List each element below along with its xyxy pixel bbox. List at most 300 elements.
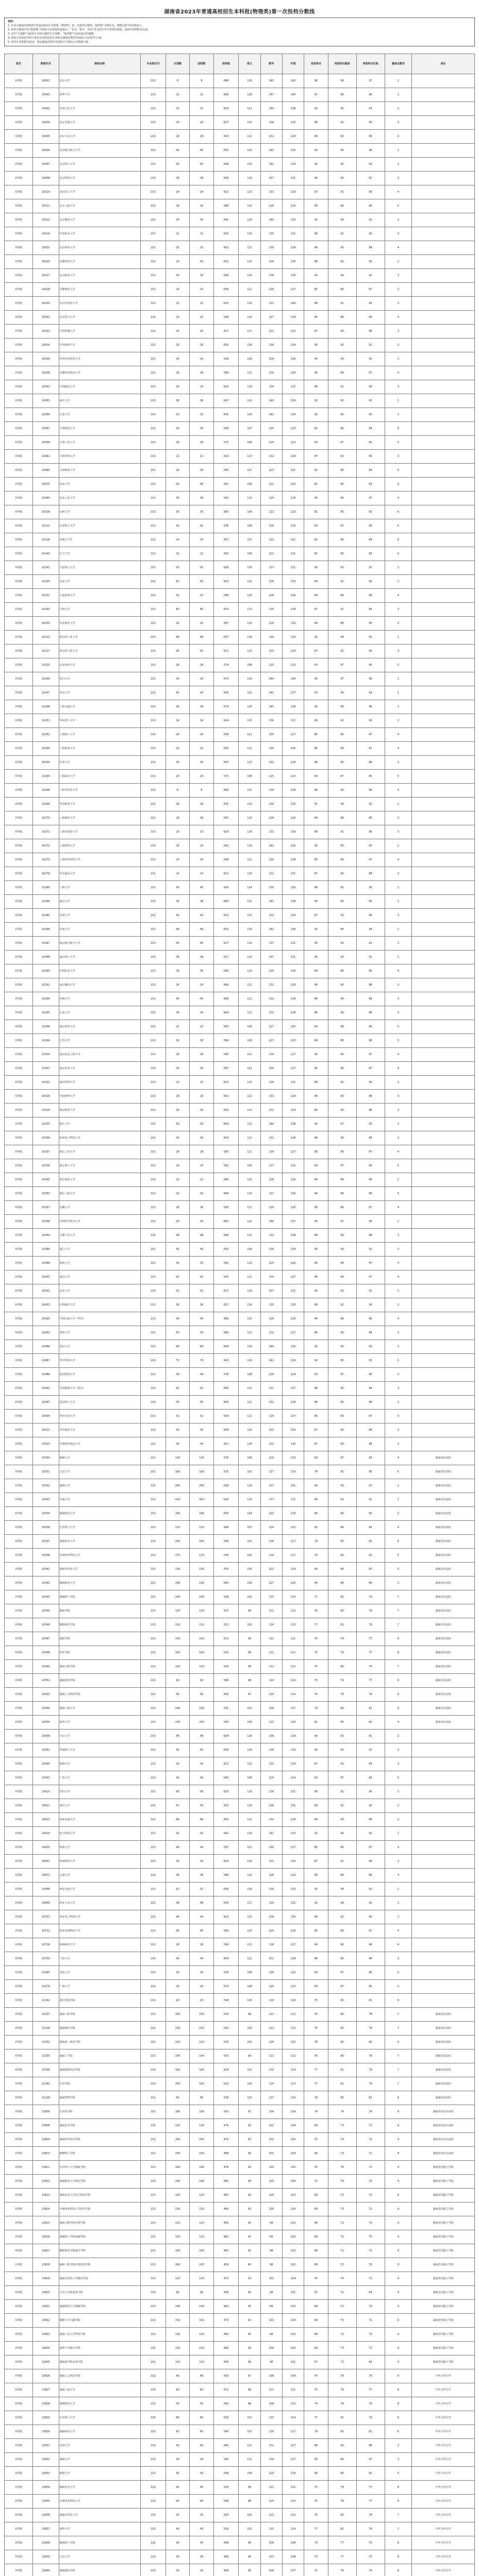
table-cell: 湖南省内高校 (412, 1702, 475, 1716)
table-cell: 90 (328, 1006, 356, 1020)
table-cell: 93 (304, 923, 328, 937)
table-cell: 81 (356, 1994, 385, 2008)
table-cell: 644 (213, 1340, 239, 1354)
table-cell: 4 (385, 1869, 412, 1883)
table-cell (412, 478, 475, 492)
table-cell: 101 (141, 1952, 166, 1966)
table-cell: 5 (385, 519, 412, 533)
table-cell: 101 (141, 1493, 166, 1507)
table-cell: 92 (328, 1910, 356, 1924)
table-cell: 660 (213, 895, 239, 909)
table-cell: 10459 (32, 1326, 59, 1340)
table-cell: 辽宁大学 (59, 547, 141, 561)
table-cell: 101 (141, 2008, 166, 2022)
table-cell: 10 (190, 255, 213, 269)
table-cell: 101 (141, 2328, 166, 2342)
table-cell: 118 (239, 338, 260, 352)
table-cell: 625 (213, 227, 239, 241)
table-row (5, 2119, 475, 2133)
table-cell: 28 (166, 798, 189, 811)
table-cell: 10699 (32, 1896, 59, 1910)
table-cell: 79 (304, 1994, 328, 2008)
table-cell: 110 (260, 1688, 282, 1702)
table-cell: 118 (239, 1883, 260, 1896)
table-cell: 112 (239, 366, 260, 380)
table-cell: 102 (282, 2244, 304, 2258)
table-cell: 118 (282, 1994, 304, 2008)
table-cell: 中国人民大学 (59, 102, 141, 116)
table-cell: 131 (260, 1382, 282, 1396)
table-row (5, 533, 475, 547)
table-cell: 77 (356, 2383, 385, 2397)
table-cell (412, 631, 475, 645)
table-cell: 129 (282, 1757, 304, 1771)
table-cell: 湖南省内独立学院 (412, 2161, 475, 2175)
table-cell: 107 (260, 2550, 282, 2564)
table-cell: 150 (166, 2133, 189, 2147)
table-cell: 12 (190, 450, 213, 464)
table-row (5, 1020, 475, 1034)
table-cell: 本科批 (5, 130, 33, 144)
table-cell: 627 (213, 116, 239, 130)
table-cell (412, 867, 475, 881)
table-cell: 480 (213, 2175, 239, 2189)
table-cell: 123 (282, 436, 304, 450)
table-cell: 130 (166, 1632, 189, 1646)
table-cell: 本科批 (5, 1354, 33, 1368)
table-cell: 81 (304, 505, 328, 519)
table-cell: 10 (166, 825, 189, 839)
table-cell: 94 (328, 269, 356, 283)
table-row (5, 1187, 475, 1201)
table-cell: 92 (304, 102, 328, 116)
table-cell: 40 (166, 2495, 189, 2509)
table-cell: 627 (213, 951, 239, 964)
table-cell: 136 (260, 1910, 282, 1924)
table-cell: 88 (304, 881, 328, 895)
table-cell: 113 (239, 185, 260, 199)
table-cell: 36 (190, 1201, 213, 1215)
table-cell: 459 (213, 2258, 239, 2272)
table-cell: 74 (328, 2161, 356, 2175)
table-cell: 87 (356, 2453, 385, 2467)
table-cell: 93 (356, 394, 385, 408)
table-cell: 上海大学 (59, 881, 141, 895)
table-cell: 118 (282, 1507, 304, 1521)
table-cell: 77 (356, 1646, 385, 1660)
table-cell: 101 (141, 2355, 166, 2369)
table-cell: 2 (385, 1785, 412, 1799)
table-cell: 本科批 (5, 825, 33, 839)
table-cell: 9 (385, 2355, 412, 2369)
table-cell: 83 (304, 1771, 328, 1785)
table-cell: 101 (141, 1215, 166, 1229)
table-cell: 12658 (32, 2105, 59, 2119)
table-cell: 85 (328, 478, 356, 492)
table-cell: 108 (239, 1771, 260, 1785)
table-cell: 87 (304, 325, 328, 338)
table-cell: 82 (304, 1521, 328, 1535)
table-cell: 湖南省内高校 (412, 1618, 475, 1632)
table-cell: 113 (239, 756, 260, 770)
table-cell: 安徽大学 (59, 1201, 141, 1215)
table-cell: 91 (304, 631, 328, 645)
table-cell: 本科批 (5, 1716, 33, 1730)
table-cell: 70 (304, 2161, 328, 2175)
table-cell: 98 (260, 2244, 282, 2258)
table-cell: 10126 (32, 533, 59, 547)
table-cell: 4 (385, 185, 412, 199)
table-cell: 74 (328, 2175, 356, 2189)
table-cell: 136 (260, 714, 282, 728)
table-cell: 本科批 (5, 1799, 33, 1813)
table-cell: 124 (260, 422, 282, 436)
table-cell: 湖南人文科技学院 (59, 1688, 141, 1702)
table-cell: 60 (190, 575, 213, 589)
table-cell: 西南财经大学 (59, 1855, 141, 1869)
table-cell: 南京航空航天大学 (59, 937, 141, 951)
table-cell: 22 (166, 547, 189, 561)
table-cell: 101 (141, 1090, 166, 1104)
table-cell: 99 (260, 2230, 282, 2244)
table-cell: 8 (385, 2383, 412, 2397)
table-cell: 68 (304, 2328, 328, 2342)
table-cell: 502 (213, 2105, 239, 2119)
table-cell: 82 (356, 2467, 385, 2481)
table-cell: 110 (190, 2355, 213, 2369)
table-cell: 112 (239, 2439, 260, 2453)
table-cell: 82 (328, 1465, 356, 1479)
table-cell (412, 1994, 475, 2008)
table-cell: 101 (141, 1006, 166, 1020)
table-cell: 101 (141, 283, 166, 297)
table-cell: 本科批 (5, 199, 33, 213)
table-cell: 81 (304, 547, 328, 561)
table-cell: 90 (356, 1785, 385, 1799)
table-cell: 98 (328, 74, 356, 88)
table-cell: 628 (213, 172, 239, 185)
table-cell: 36 (166, 1869, 189, 1883)
table-cell: 中外合作办学 (412, 2369, 475, 2383)
table-cell: 104 (282, 2147, 304, 2161)
table-cell: 本科批 (5, 2509, 33, 2522)
table-cell: 69 (356, 2355, 385, 2369)
table-cell: 180 (190, 1507, 213, 1521)
table-cell: 34 (166, 1437, 189, 1451)
table-cell: 111 (282, 1632, 304, 1646)
table-cell: 本科批 (5, 2369, 33, 2383)
table-row (5, 756, 475, 770)
table-cell: 10108 (32, 505, 59, 519)
table-cell: 13827 (32, 2383, 59, 2397)
table-cell: 100 (190, 2147, 213, 2161)
table-cell: 92 (356, 798, 385, 811)
table-cell: 106 (260, 2564, 282, 2576)
table-cell: 102 (141, 2397, 166, 2411)
table-cell (412, 1020, 475, 1034)
table-cell: 110 (239, 1924, 260, 1938)
table-cell: 113 (239, 909, 260, 923)
table-cell: 88 (328, 1577, 356, 1590)
table-cell: 83 (328, 1549, 356, 1563)
table-cell: 本科批 (5, 881, 33, 895)
table-row (5, 575, 475, 589)
table-cell: 1 (385, 1354, 412, 1368)
table-row (5, 2509, 475, 2522)
table-cell: 94 (356, 686, 385, 700)
table-cell: 125 (282, 1034, 304, 1048)
table-row (5, 1674, 475, 1688)
table-cell: 89 (356, 645, 385, 658)
table-cell: 东北大学 (59, 575, 141, 589)
table-cell: 4 (385, 1270, 412, 1284)
table-cell: 华东理工大学 (59, 714, 141, 728)
table-cell: 88 (304, 297, 328, 311)
table-cell: 603 (213, 1131, 239, 1145)
table-cell: 74 (328, 2272, 356, 2286)
table-cell: 5 (385, 283, 412, 297)
table-cell: 本科批 (5, 144, 33, 158)
table-cell: 4 (385, 1062, 412, 1076)
table-cell: 130 (260, 366, 282, 380)
table-cell: 13828 (32, 2397, 59, 2411)
table-cell: 9 (385, 2189, 412, 2202)
table-row (5, 352, 475, 366)
table-cell: 623 (213, 1076, 239, 1090)
table-cell: 本科批 (5, 1465, 33, 1479)
table-row (5, 269, 475, 283)
column-header: 院校名称 (59, 54, 141, 74)
table-cell: 85 (356, 1159, 385, 1173)
table-cell: 73 (328, 2314, 356, 2328)
table-cell: 大连理工大学 (59, 561, 141, 575)
table-cell: 本科批 (5, 728, 33, 742)
table-cell: 湖南理工学院 (59, 2536, 141, 2550)
table-cell: 87 (356, 1257, 385, 1270)
table-cell: 101 (141, 450, 166, 464)
table-cell: 10547 (32, 1632, 59, 1646)
table-cell: 本科批 (5, 909, 33, 923)
table-cell: 102 (141, 2467, 166, 2481)
table-row (5, 2314, 475, 2328)
table-cell: 72 (328, 2328, 356, 2342)
table-cell: 93 (328, 338, 356, 352)
table-cell: 中外合作办学 (412, 2453, 475, 2467)
table-cell: 10034 (32, 338, 59, 352)
table-cell: 90 (356, 255, 385, 269)
table-cell: 101 (141, 1618, 166, 1632)
table-cell: 湖南财政经济学院 (59, 2063, 141, 2077)
table-cell: 89 (328, 311, 356, 325)
table-cell: 86 (356, 1577, 385, 1590)
table-cell: 111 (239, 742, 260, 756)
table-cell: 136 (260, 1799, 282, 1813)
table-cell: 126 (260, 1368, 282, 1382)
table-cell: 132 (260, 1423, 282, 1437)
table-cell: 92 (328, 1298, 356, 1312)
table-cell (412, 1743, 475, 1757)
table-row (5, 1966, 475, 1980)
table-cell: 112 (239, 978, 260, 992)
table-cell: 30 (190, 2509, 213, 2522)
table-cell: 87 (356, 1145, 385, 1159)
table-cell: 本科批 (5, 1312, 33, 1326)
table-cell: 80 (328, 2049, 356, 2063)
table-cell: 71 (356, 2342, 385, 2355)
table-cell: 60 (166, 2425, 189, 2439)
table-cell: 101 (141, 1771, 166, 1785)
table-cell: 101 (141, 1117, 166, 1131)
table-cell: 13839 (32, 2550, 59, 2564)
table-cell: 79 (356, 1590, 385, 1604)
table-cell: 14 (190, 283, 213, 297)
table-cell: 120 (190, 2272, 213, 2286)
table-cell: 北京科技大学 (59, 172, 141, 185)
table-cell: 125 (260, 658, 282, 672)
table-cell: 128 (260, 1312, 282, 1326)
table-cell: 9 (385, 2244, 412, 2258)
table-cell: 122 (260, 547, 282, 561)
table-cell: 610 (213, 450, 239, 464)
table-cell: 中外合作办学 (412, 2397, 475, 2411)
table-cell: 115 (239, 1910, 260, 1924)
table-cell: 101 (141, 1883, 166, 1896)
table-cell: 101 (141, 1270, 166, 1284)
table-cell: 83 (304, 1451, 328, 1465)
table-cell: 101 (141, 1048, 166, 1062)
table-cell: 109 (239, 1034, 260, 1048)
table-cell: 95 (328, 158, 356, 172)
table-cell: 81 (304, 1716, 328, 1730)
table-cell: 86 (304, 784, 328, 798)
table-cell: 85 (304, 311, 328, 325)
table-cell: 116 (282, 1465, 304, 1479)
table-cell: 40 (190, 1924, 213, 1938)
table-cell: 101 (141, 436, 166, 450)
table-cell: 本科批 (5, 311, 33, 325)
table-cell: 84 (304, 1312, 328, 1326)
table-cell: 100 (260, 2342, 282, 2355)
table-cell: 128 (260, 617, 282, 631)
table-cell: 本科批 (5, 297, 33, 311)
table-cell: 130 (260, 784, 282, 798)
table-cell: 86 (304, 1952, 328, 1966)
table-cell: 610 (213, 909, 239, 923)
table-cell: 中南林业科技大学 (59, 2495, 141, 2509)
table-cell: 北京外国语大学 (59, 297, 141, 311)
table-cell: 10730 (32, 1952, 59, 1966)
table-cell: 634 (213, 352, 239, 366)
table-cell: 95 (328, 1340, 356, 1354)
table-cell: 80 (166, 2411, 189, 2425)
table-cell: 34 (166, 1006, 189, 1020)
table-cell: 87 (328, 1159, 356, 1173)
table-cell: 浙江大学 (59, 1117, 141, 1131)
table-cell: 87 (304, 1757, 328, 1771)
table-cell: 110 (239, 492, 260, 505)
table-cell: 101 (141, 1257, 166, 1270)
table-cell: 120 (190, 1604, 213, 1618)
table-cell: 637 (213, 631, 239, 645)
table-cell: 本科批 (5, 1284, 33, 1298)
table-cell: 110 (239, 1312, 260, 1326)
table-cell: 85 (304, 1270, 328, 1284)
table-cell (412, 1952, 475, 1966)
table-row (5, 1382, 475, 1396)
table-cell: 580 (213, 1771, 239, 1785)
table-cell: 465 (213, 2189, 239, 2202)
table-cell: 101 (141, 352, 166, 366)
table-cell: 71 (356, 2314, 385, 2328)
note-line: 4. 院校专业组选考科目要求见各院校招生章程及湖南省教育考试院公布的招生计划。 (8, 37, 104, 40)
table-cell: 150 (190, 1535, 213, 1549)
table-cell: 150 (166, 2008, 189, 2022)
table-cell: 120 (166, 2189, 189, 2202)
table-cell: 76 (356, 2369, 385, 2383)
table-cell: 40 (166, 144, 189, 158)
table-cell: 90 (328, 1326, 356, 1340)
table-cell: 88 (304, 380, 328, 394)
table-cell: 131 (260, 1131, 282, 1145)
table-cell: 101 (141, 1423, 166, 1437)
table-cell: 5 (385, 811, 412, 825)
table-row (5, 74, 475, 88)
table-cell: 597 (213, 1062, 239, 1076)
table-cell: 80 (304, 1563, 328, 1577)
table-cell: 6 (385, 478, 412, 492)
table-cell: 电子科技大学 (59, 1827, 141, 1841)
table-cell: 16 (190, 853, 213, 867)
table-cell: 420 (190, 1493, 213, 1507)
table-cell: 121 (239, 686, 260, 700)
table-cell: 10423 (32, 1298, 59, 1312)
table-cell: 88 (356, 992, 385, 1006)
table-cell: 13825 (32, 2355, 59, 2369)
table-cell: 10384 (32, 1243, 59, 1257)
table-cell: 101 (141, 1660, 166, 1674)
table-cell: 56 (166, 1785, 189, 1799)
table-cell: 8 (190, 74, 213, 88)
table-cell: 101 (141, 366, 166, 380)
table-cell: 85 (304, 283, 328, 297)
table-cell: 湖南省内高校 (412, 1688, 475, 1702)
table-cell: 湖南工商大学 (59, 1702, 141, 1716)
table-cell: 113 (239, 1757, 260, 1771)
table-cell: 8 (385, 2397, 412, 2411)
table-cell: 91 (356, 352, 385, 366)
table-cell: 132 (260, 978, 282, 992)
table-cell: 114 (282, 1590, 304, 1604)
table-cell: 113 (239, 450, 260, 464)
table-cell: 中南林业科技大学 (59, 1549, 141, 1563)
table-cell: 140 (260, 1340, 282, 1354)
table-cell: 本科批 (5, 1994, 33, 2008)
table-cell: 190 (190, 1577, 213, 1590)
table-cell: 10300 (32, 1048, 59, 1062)
table-cell: 590 (213, 964, 239, 978)
table-cell: 10701 (32, 1910, 59, 1924)
table-cell: 70 (356, 2230, 385, 2244)
table-cell: 120 (190, 2119, 213, 2133)
table-cell: 139 (260, 1883, 282, 1896)
table-cell: 本科批 (5, 2063, 33, 2077)
table-cell: 95 (166, 1688, 189, 1702)
table-cell: 本科批 (5, 2355, 33, 2369)
table-cell: 90 (328, 992, 356, 1006)
table-cell: 606 (213, 1229, 239, 1243)
table-cell: 141 (260, 839, 282, 853)
table-cell: 重庆大学 (59, 1799, 141, 1813)
